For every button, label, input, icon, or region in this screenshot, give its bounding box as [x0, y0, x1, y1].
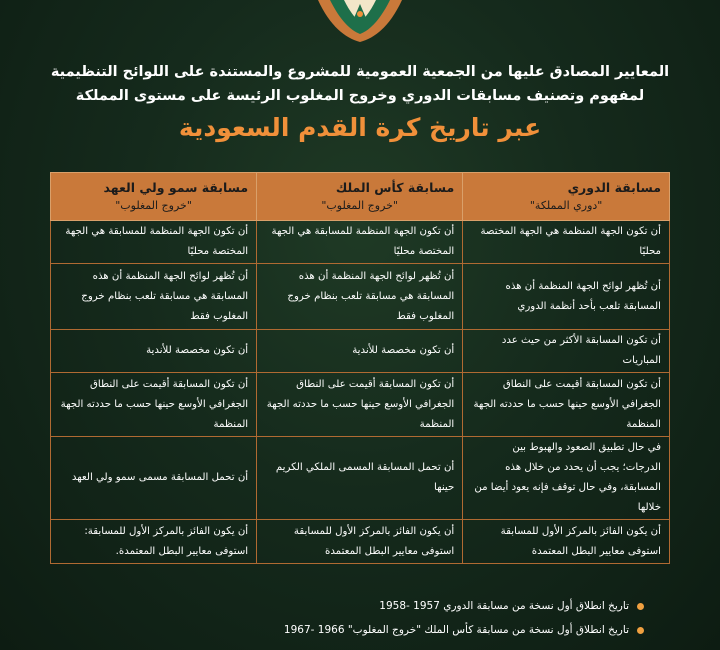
column-title: مسابقة كأس الملك — [335, 180, 455, 195]
intro-text — [40, 60, 680, 108]
table-cell: أن تكون مخصصة للأندية — [51, 330, 257, 373]
note-item — [40, 598, 680, 614]
column-subtitle: "خروج المغلوب" — [115, 199, 192, 212]
table-cell: في حال تطبيق الصعود والهبوط بين الدرجات؛ يجب أن يحدد من خلال هذه المسابقة، وفي حال توقف فإنه يعود أيضا من خلالها — [463, 437, 670, 520]
column-header-league — [463, 173, 670, 221]
table-cell: أن يكون الفائز بالمركز الأول للمسابقة استوفى معايير البطل المعتمدة — [463, 520, 670, 564]
table-cell: أن تكون الجهة المنظمة للمسابقة هي الجهة المختصة محليًا — [257, 221, 463, 264]
table-cell: أن تكون المسابقة أقيمت على النطاق الجغرافي الأوسع حينها حسب ما حددته الجهة المنظمة — [463, 373, 670, 437]
table-header-row — [51, 173, 670, 221]
column-subtitle: "خروج المغلوب" — [321, 199, 399, 212]
column-header-crown-prince-cup — [51, 173, 257, 221]
table-row — [51, 330, 670, 373]
table-row — [51, 373, 670, 437]
table-cell: أن تكون المسابقة أقيمت على النطاق الجغرافي الأوسع حينها حسب ما حددته الجهة المنظمة — [51, 373, 257, 437]
table-cell: أن يكون الفائز بالمركز الأول للمسابقة: استوفى معايير البطل المعتمدة. — [51, 520, 257, 564]
table-cell: أن تكون الجهة المنظمة للمسابقة هي الجهة المختصة محليًا — [51, 221, 257, 264]
table-cell: أن تكون المسابقة الأكثر من حيث عدد المباريات — [463, 330, 670, 373]
table-row — [51, 264, 670, 330]
table-row — [51, 520, 670, 564]
intro-line: المعايير المصادق عليها من الجمعية العمومية للمشروع والمستندة على اللوائح التنظيمية — [50, 64, 670, 80]
table-cell: أن يكون الفائز بالمركز الأول للمسابقة استوفى معايير البطل المعتمدة — [257, 520, 463, 564]
criteria-table — [50, 172, 670, 564]
note-text: تاريخ انطلاق أول نسخة من مسابقة الدوري 1957 -1958 — [379, 600, 629, 612]
column-title: مسابقة الدوري — [567, 180, 661, 195]
note-item — [40, 622, 680, 638]
table-cell: أن تكون مخصصة للأندية — [257, 330, 463, 373]
column-subtitle: "دوري المملكة" — [529, 199, 603, 212]
table-cell: أن تحمل المسابقة المسمى الملكي الكريم حينها — [257, 437, 463, 520]
table-cell: أن تحمل المسابقة مسمى سمو ولي العهد — [51, 437, 257, 520]
table-cell: أن تُظهر لوائح الجهة المنظمة أن هذه المسابقة هي مسابقة تلعب بنظام خروج المغلوب فقط — [51, 264, 257, 330]
page-headline: عبر تاريخ كرة القدم السعودية — [178, 113, 542, 142]
table-cell: أن تكون الجهة المنظمة هي الجهة المختصة محليًا — [463, 221, 670, 264]
federation-emblem-icon — [300, 0, 420, 42]
intro-line: لمفهوم وتصنيف مسابقات الدوري وخروج المغلوب الرئيسة على مستوى المملكة — [75, 88, 645, 104]
bullet-dot-icon — [637, 627, 644, 634]
table-row — [51, 221, 670, 264]
column-title: مسابقة سمو ولي العهد — [103, 180, 249, 195]
bullet-dot-icon — [637, 603, 644, 610]
table-cell: أن تُظهر لوائح الجهة المنظمة أن هذه المسابقة تلعب بأحد أنظمة الدوري — [463, 264, 670, 330]
table-row — [51, 437, 670, 520]
table-cell: أن تُظهر لوائح الجهة المنظمة أن هذه المسابقة هي مسابقة تلعب بنظام خروج المغلوب فقط — [257, 264, 463, 330]
column-header-kings-cup — [257, 173, 463, 221]
note-text: تاريخ انطلاق أول نسخة من مسابقة كأس الملك "خروج المغلوب" 1966 -1967 — [283, 624, 629, 636]
notes-list — [40, 598, 680, 646]
table-cell: أن تكون المسابقة أقيمت على النطاق الجغرافي الأوسع حينها حسب ما حددته الجهة المنظمة — [257, 373, 463, 437]
